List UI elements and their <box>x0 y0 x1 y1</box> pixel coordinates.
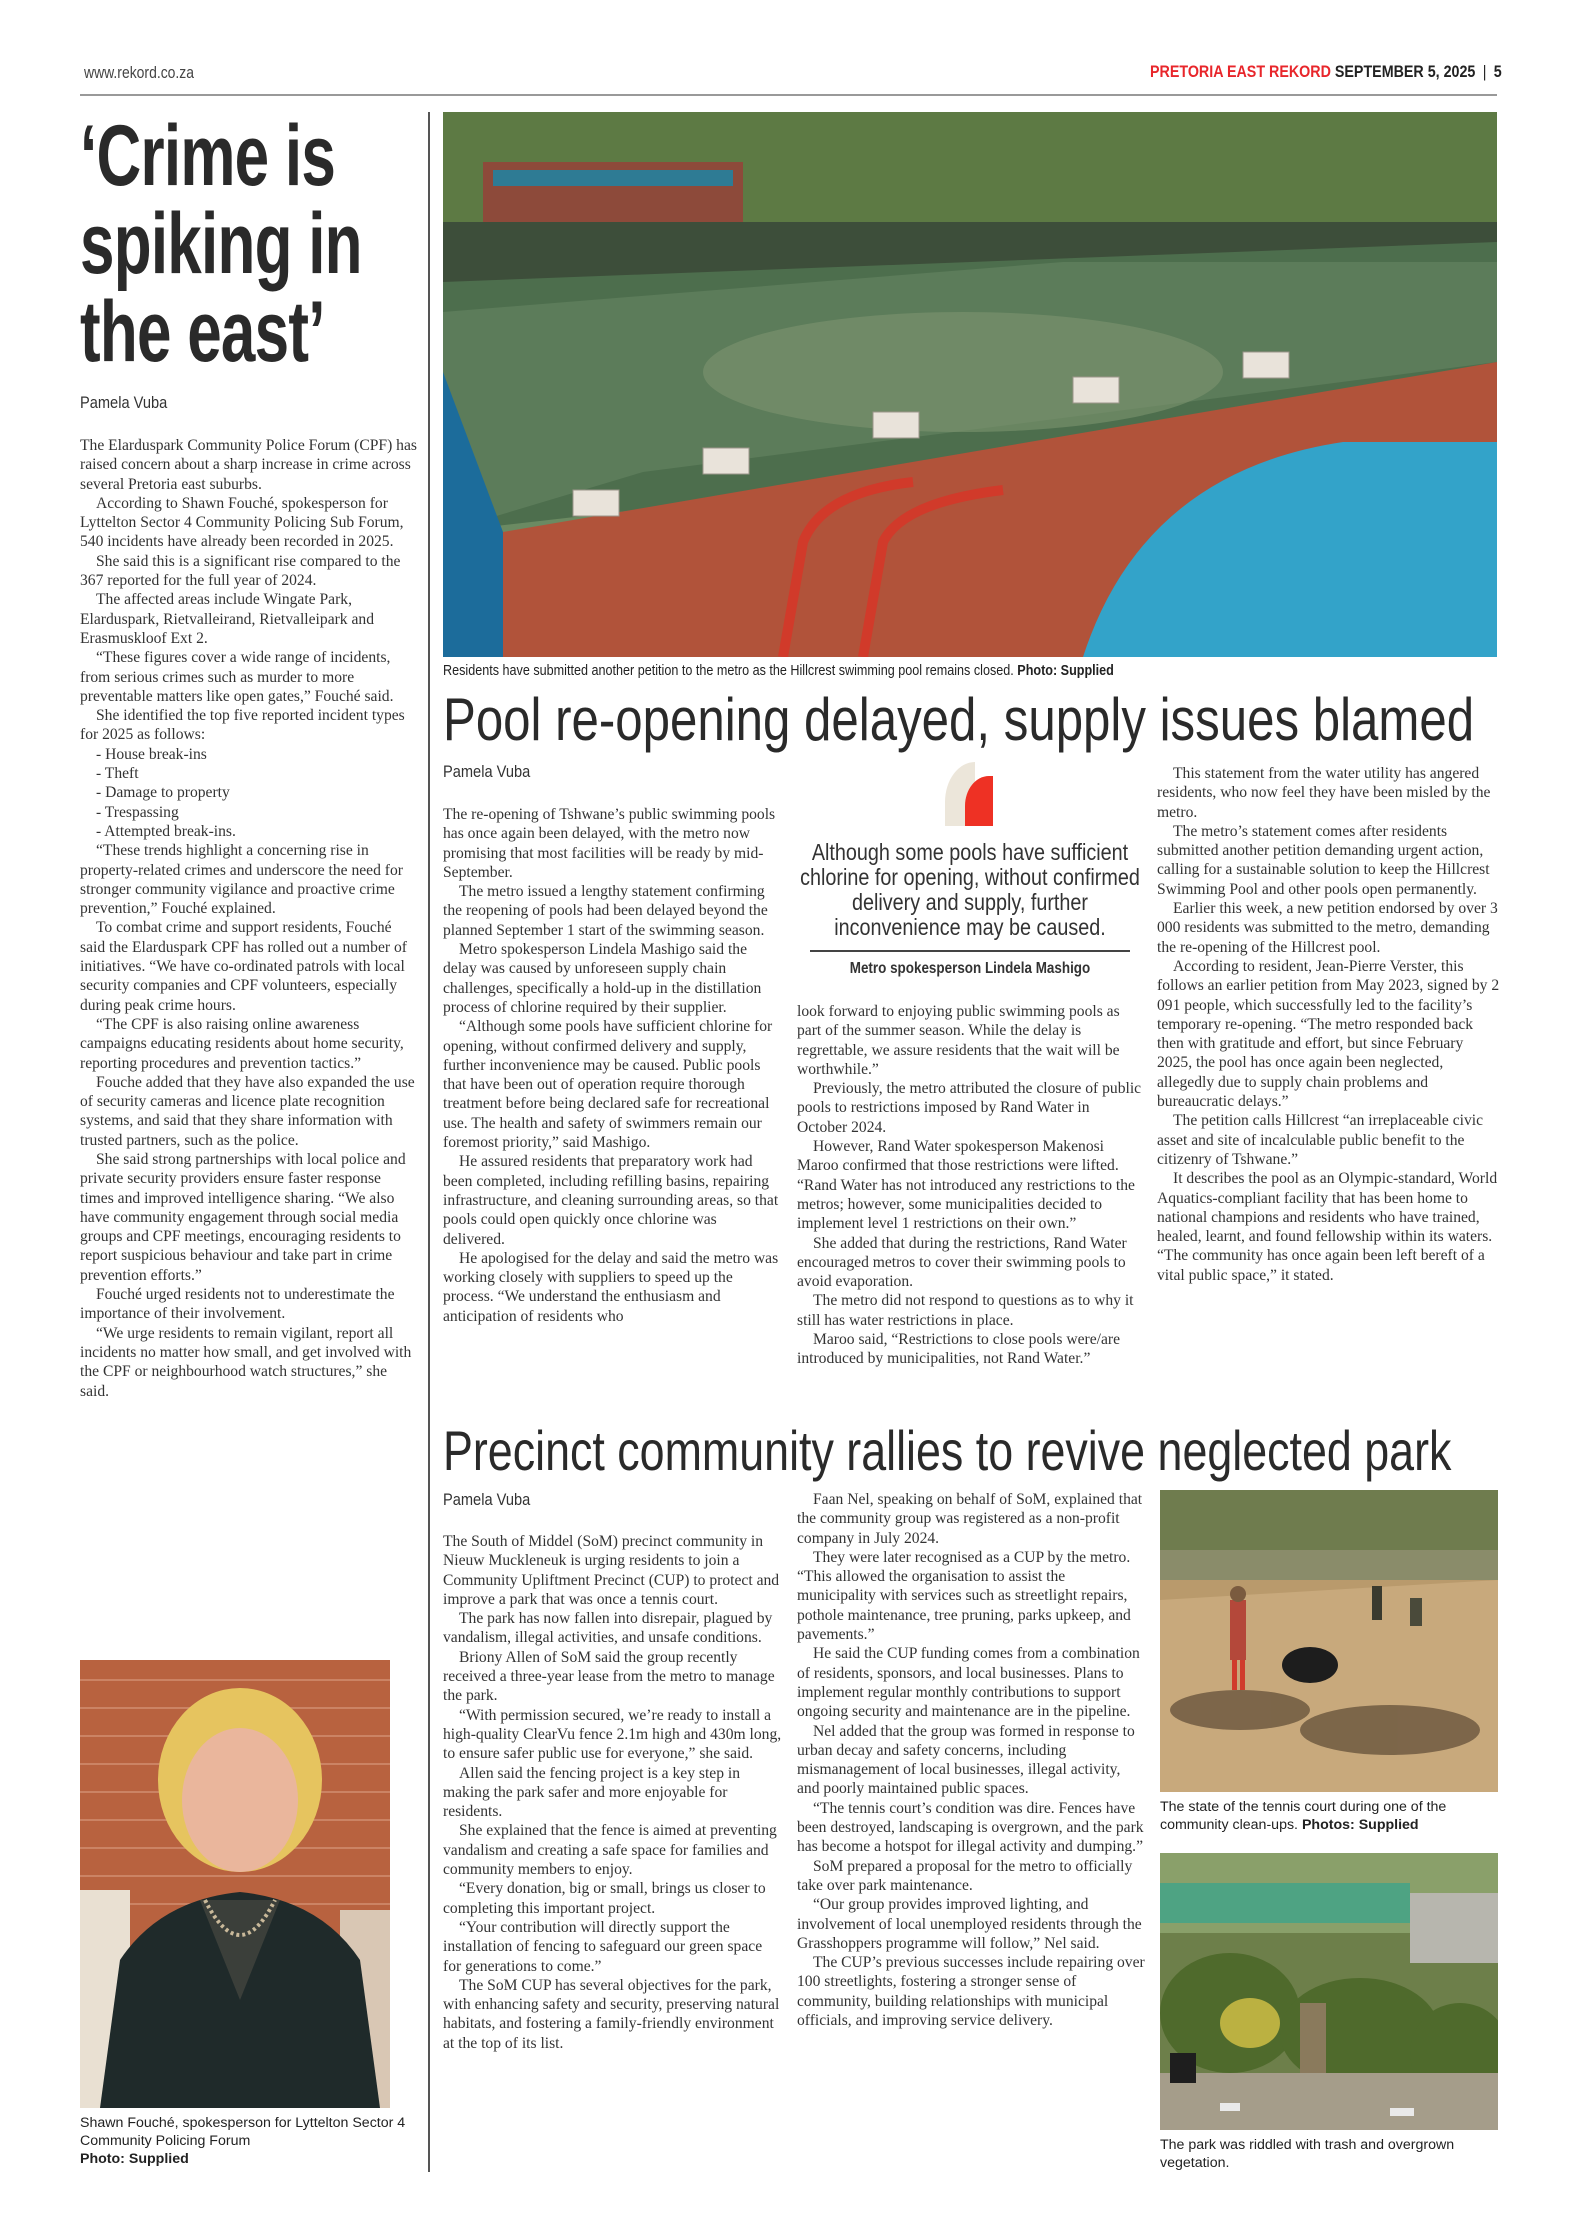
crime-paragraph: According to Shawn Fouché, spokesperson for Lyttelton Sector 4 Community Policing Sub Forum, 540 incidents have already been recorded in 2025. <box>80 494 404 551</box>
quote-mark-icon <box>945 762 995 826</box>
tennis-court-photo-credit: Photos: Supplied <box>1301 1817 1419 1833</box>
header-separator: | <box>1482 62 1487 81</box>
crime-paragraph: “These figures cover a wide range of incidents, from serious crimes such as murder to more preventable matters like open gates,” Fouché said. <box>80 649 394 705</box>
pool-paragraph: Maroo said, “Restrictions to close pools were/are introduced by municipalities, not Rand Water.” <box>797 1331 1121 1368</box>
pool-headline: Pool re-opening delayed, supply issues blamed <box>443 686 1475 753</box>
pool-paragraph: This statement from the water utility has angered residents, who now feel they have been misled by the metro. <box>1157 765 1491 821</box>
pool-paragraph: He assured residents that preparatory work had been completed, including refilling basins, repairing infrastructure, and cleaning surrounding areas, so that pools could open quickly once chlorine was delivered. <box>443 1153 779 1248</box>
park-paragraph: SoM prepared a proposal for the metro to officially take over park maintenance. <box>797 1857 1133 1894</box>
pull-quote-attribution: Metro spokesperson Lindela Mashigo <box>849 960 1091 977</box>
incident-list-item: - House break-ins <box>96 745 207 763</box>
pool-column-2 <box>797 1002 1142 1369</box>
incident-list-item: - Damage to property <box>96 784 230 802</box>
park-paragraph: “With permission secured, we’re ready to install a high-quality ClearVu fence 2.1m high and 430m long, to ensure safer public use for everyone,” she said. <box>443 1706 782 1763</box>
park-paragraph: “Our group provides improved lighting, and involvement of local unemployed residents through the Grasshoppers programme will follow,” Nel said. <box>797 1896 1142 1952</box>
crime-paragraph: “The CPF is also raising online awareness campaigns educating residents about home security, reporting procedures and prevention tactics.” <box>80 1015 404 1072</box>
pool-paragraph: She added that during the restrictions, Rand Water encouraged metros to cover their swimming pools to avoid evaporation. <box>797 1234 1127 1291</box>
column-divider <box>428 112 430 2172</box>
pull-quote-text: Although some pools have sufficient chlorine for opening, without confirmed delivery and supply, further inconvenience may be caused. <box>800 839 1140 940</box>
portrait-photo-credit: Photo: Supplied <box>80 2151 189 2167</box>
portrait-caption <box>80 2114 410 2168</box>
pool-byline: Pamela Vuba <box>443 762 531 781</box>
issue-date: SEPTEMBER 5, 2025 <box>1335 62 1476 81</box>
pool-paragraph: The metro issued a lengthy statement confirming the reopening of pools had been delayed beyond the planned September 1 start of the swimming season. <box>443 883 768 939</box>
masthead-right <box>1150 62 1502 82</box>
crime-headline-line-3: the east’ <box>80 284 325 380</box>
page-number: 5 <box>1494 62 1502 81</box>
crime-paragraph: “We urge residents to remain vigilant, report all incidents no matter how small, and get involved with the CPF or neighbourhood watch structures,” she said. <box>80 1324 412 1400</box>
crime-paragraph: She said strong partnerships with local police and private security providers ensure faster response times and improved intelligence sharing. “We also have community engagement through social media groups and CPF meetings, encouraging residents to report suspicious behaviour and take part in crime prevention efforts.” <box>80 1150 406 1284</box>
park-paragraph: “Your contribution will directly support the installation of fencing to safeguard our green space for generations to come.” <box>443 1918 763 1975</box>
park-paragraph: The SoM CUP has several objectives for the park, with enhancing safety and security, preserving natural habitats, and fostering a family-friendly environment at the top of its list. <box>443 1976 780 2052</box>
pool-column-3 <box>1157 764 1502 1285</box>
publication-name: PRETORIA EAST REKORD <box>1150 62 1332 81</box>
park-column-1 <box>443 1532 783 2053</box>
park-paragraph: “Every donation, big or small, brings us closer to completing this important project. <box>443 1880 766 1917</box>
tennis-court-caption-text: The state of the tennis court during one of the community clean-ups. <box>1160 1799 1447 1833</box>
park-paragraph: The South of Middel (SoM) precinct community in Nieuw Muckleneuk is urging residents to join a Community Upliftment Precinct (CUP) to protect and improve a park that was once a tennis court. <box>443 1533 780 1608</box>
pool-illustration <box>443 112 1497 657</box>
incident-list-item: - Attempted break-ins. <box>96 822 236 840</box>
overgrown-park-illustration <box>1160 1853 1498 2130</box>
header-rule <box>80 94 1497 96</box>
pool-paragraph: look forward to enjoying public swimming pools as part of the summer season. While the delay is regrettable, we assure residents that the wait will be worthwhile.” <box>797 1003 1120 1078</box>
pool-paragraph: According to resident, Jean-Pierre Verster, this follows an earlier petition from May 2023, signed by 2 091 people, which successfully led to the facility’s temporary re-opening. “The metro responded back then with gratitude and effort, but since February 2025, the pool has once again been neglected, allegedly due to supply chain problems and bureaucratic delays.” <box>1157 957 1500 1111</box>
crime-paragraph: She identified the top five reported incident types for 2025 as follows: <box>80 707 405 744</box>
pool-paragraph: The metro did not respond to questions as to why it still has water restrictions in place. <box>797 1292 1134 1329</box>
pool-photo-caption-text: Residents have submitted another petition to the metro as the Hillcrest swimming pool remains closed. <box>443 662 1014 679</box>
park-byline: Pamela Vuba <box>443 1490 531 1509</box>
crime-paragraph: She said this is a significant rise compared to the 367 reported for the full year of 2024. <box>80 552 401 590</box>
park-paragraph: The park has now fallen into disrepair, plagued by vandalism, illegal activities, and unsafe conditions. <box>443 1610 773 1647</box>
park-paragraph: She explained that the fence is aimed at preventing vandalism and creating a safe space for families and community members to enjoy. <box>443 1822 777 1879</box>
crime-byline: Pamela Vuba <box>80 393 168 412</box>
crime-article-body <box>80 436 418 1401</box>
overgrown-park-caption: The park was riddled with trash and overgrown vegetation. <box>1160 2137 1455 2171</box>
pool-paragraph: Earlier this week, a new petition endorsed by over 3 000 residents was submitted to the metro, demanding the re-opening of the Hillcrest pool. <box>1157 900 1498 956</box>
pool-photo-hillcrest <box>443 112 1497 657</box>
park-paragraph: The CUP’s previous successes include repairing over 100 streetlights, fostering a stronger sense of community, building relationships with municipal officials, and improving service delivery. <box>797 1954 1145 2030</box>
park-paragraph: Nel added that the group was formed in response to urban decay and safety concerns, including mismanagement of local businesses, illegal activity, and poorly maintained public spaces. <box>797 1722 1135 1798</box>
park-paragraph: Faan Nel, speaking on behalf of SoM, explained that the community group was registered as a non-profit company in July 2024. <box>797 1491 1143 1547</box>
park-paragraph: They were later recognised as a CUP by the metro. “This allowed the organisation to assist the municipality with services such as streetlight repairs, pothole maintenance, tree pruning, parks upkeep, and pavements.” <box>797 1548 1131 1644</box>
park-paragraph: Allen said the fencing project is a key step in making the park safer and more enjoyable for residents. <box>443 1764 741 1821</box>
overgrown-park-photo <box>1160 1853 1498 2130</box>
crime-paragraph: The affected areas include Wingate Park, Elarduspark, Rietvalleirand, Rietvalleipark and Erasmuskloof Ext 2. <box>80 591 375 647</box>
portrait-photo-shawn-fouche <box>80 1660 390 2108</box>
park-paragraph: He said the CUP funding comes from a combination of residents, sponsors, and local businesses. Plans to implement regular monthly contributions to support ongoing security and maintenance are in the pipeline. <box>797 1645 1140 1721</box>
pool-paragraph: It describes the pool as an Olympic-standard, World Aquatics-compliant facility that has been home to national champions and residents who have trained, healed, learnt, and found fellowship within its waters. “The community has once again been left bereft of a vital public space,” it stated. <box>1157 1170 1498 1284</box>
park-headline: Precinct community rallies to revive neglected park <box>443 1419 1452 1482</box>
pool-paragraph: The re-opening of Tshwane’s public swimming pools has once again been delayed, with the metro now promising that most facilities will be ready by mid-September. <box>443 806 776 881</box>
crime-paragraph: To combat crime and support residents, Fouché said the Elarduspark CPF has rolled out a number of initiatives. “We have co-ordinated patrols with local security companies and CPF volunteers, especially during peak crime hours. <box>80 919 407 1014</box>
crime-paragraph: Fouche added that they have also expanded the use of security cameras and licence plate recognition systems, and said that they share information with trusted partners, such as the police. <box>80 1073 415 1149</box>
crime-paragraph: The Elarduspark Community Police Forum (CPF) has raised concern about a sharp increase in crime across several Pretoria east suburbs. <box>80 437 417 493</box>
portrait-caption-text: Shawn Fouché, spokesperson for Lyttelton Sector 4 Community Policing Forum <box>80 2115 406 2149</box>
pool-photo-caption <box>443 662 1114 680</box>
portrait-illustration <box>80 1660 390 2108</box>
crime-headline <box>80 108 382 380</box>
crime-paragraph: “These trends highlight a concerning rise in property-related crimes and underscore the need for stronger community vigilance and proactive crime prevention,” Fouché explained. <box>80 842 403 918</box>
pool-paragraph: He apologised for the delay and said the metro was working closely with suppliers to speed up the process. “We understand the enthusiasm and anticipation of residents who <box>443 1249 779 1325</box>
pool-paragraph: “Although some pools have sufficient chlorine for opening, without confirmed delivery and supply, further inconvenience may be caused. Public pools that have been out of operation require thorough treatment before being declared safe for recreational use. The health and safety of swimmers remain our foremost priority,” said Mashigo. <box>443 1018 773 1152</box>
pool-photo-credit: Photo: Supplied <box>1017 662 1114 679</box>
pull-quote <box>800 762 1140 978</box>
park-paragraph: Briony Allen of SoM said the group recently received a three-year lease from the metro to manage the park. <box>443 1648 775 1705</box>
incident-list-item: - Trespassing <box>96 803 179 821</box>
crime-paragraph: Fouché urged residents not to underestimate the importance of their involvement. <box>80 1286 395 1323</box>
park-column-2 <box>797 1490 1145 2030</box>
website-url: www.rekord.co.za <box>84 63 195 82</box>
pool-paragraph: Metro spokesperson Lindela Mashigo said the delay was caused by unforeseen supply chain challenges, specifically a hold-up in the distillation process of chlorine required by their supplier. <box>443 941 762 1016</box>
park-paragraph: “The tennis court’s condition was dire. Fences have been destroyed, landscaping is overgrown, and the park has become a hotspot for illegal activity and dumping.” <box>797 1799 1144 1856</box>
tennis-court-caption <box>1160 1798 1500 1834</box>
pool-paragraph: The petition calls Hillcrest “an irreplaceable civic asset and site of incalculable public benefit to the citizenry of Tshwane.” <box>1157 1112 1483 1168</box>
pull-quote-rule <box>810 950 1130 952</box>
incident-list-item: - Theft <box>96 765 139 783</box>
crime-headline-line-2: spiking in <box>80 196 362 292</box>
pool-paragraph: However, Rand Water spokesperson Makenosi Maroo confirmed that those restrictions were lifted. “Rand Water has not introduced any restrictions to the metros; however, some municipalities decided to implement level 1 restrictions on their own.” <box>797 1138 1135 1233</box>
pool-paragraph: The metro’s statement comes after residents submitted another petition demanding urgent action, calling for a sustainable solution to keep the Hillcrest Swimming Pool and other pools open permanently. <box>1157 822 1490 898</box>
crime-headline-line-1: ‘Crime is <box>80 108 336 204</box>
tennis-court-illustration <box>1160 1490 1498 1792</box>
tennis-court-cleanup-photo <box>1160 1490 1498 1792</box>
pool-column-1 <box>443 805 781 1326</box>
pool-paragraph: Previously, the metro attributed the closure of public pools to restrictions imposed by Rand Water in October 2024. <box>797 1080 1142 1136</box>
